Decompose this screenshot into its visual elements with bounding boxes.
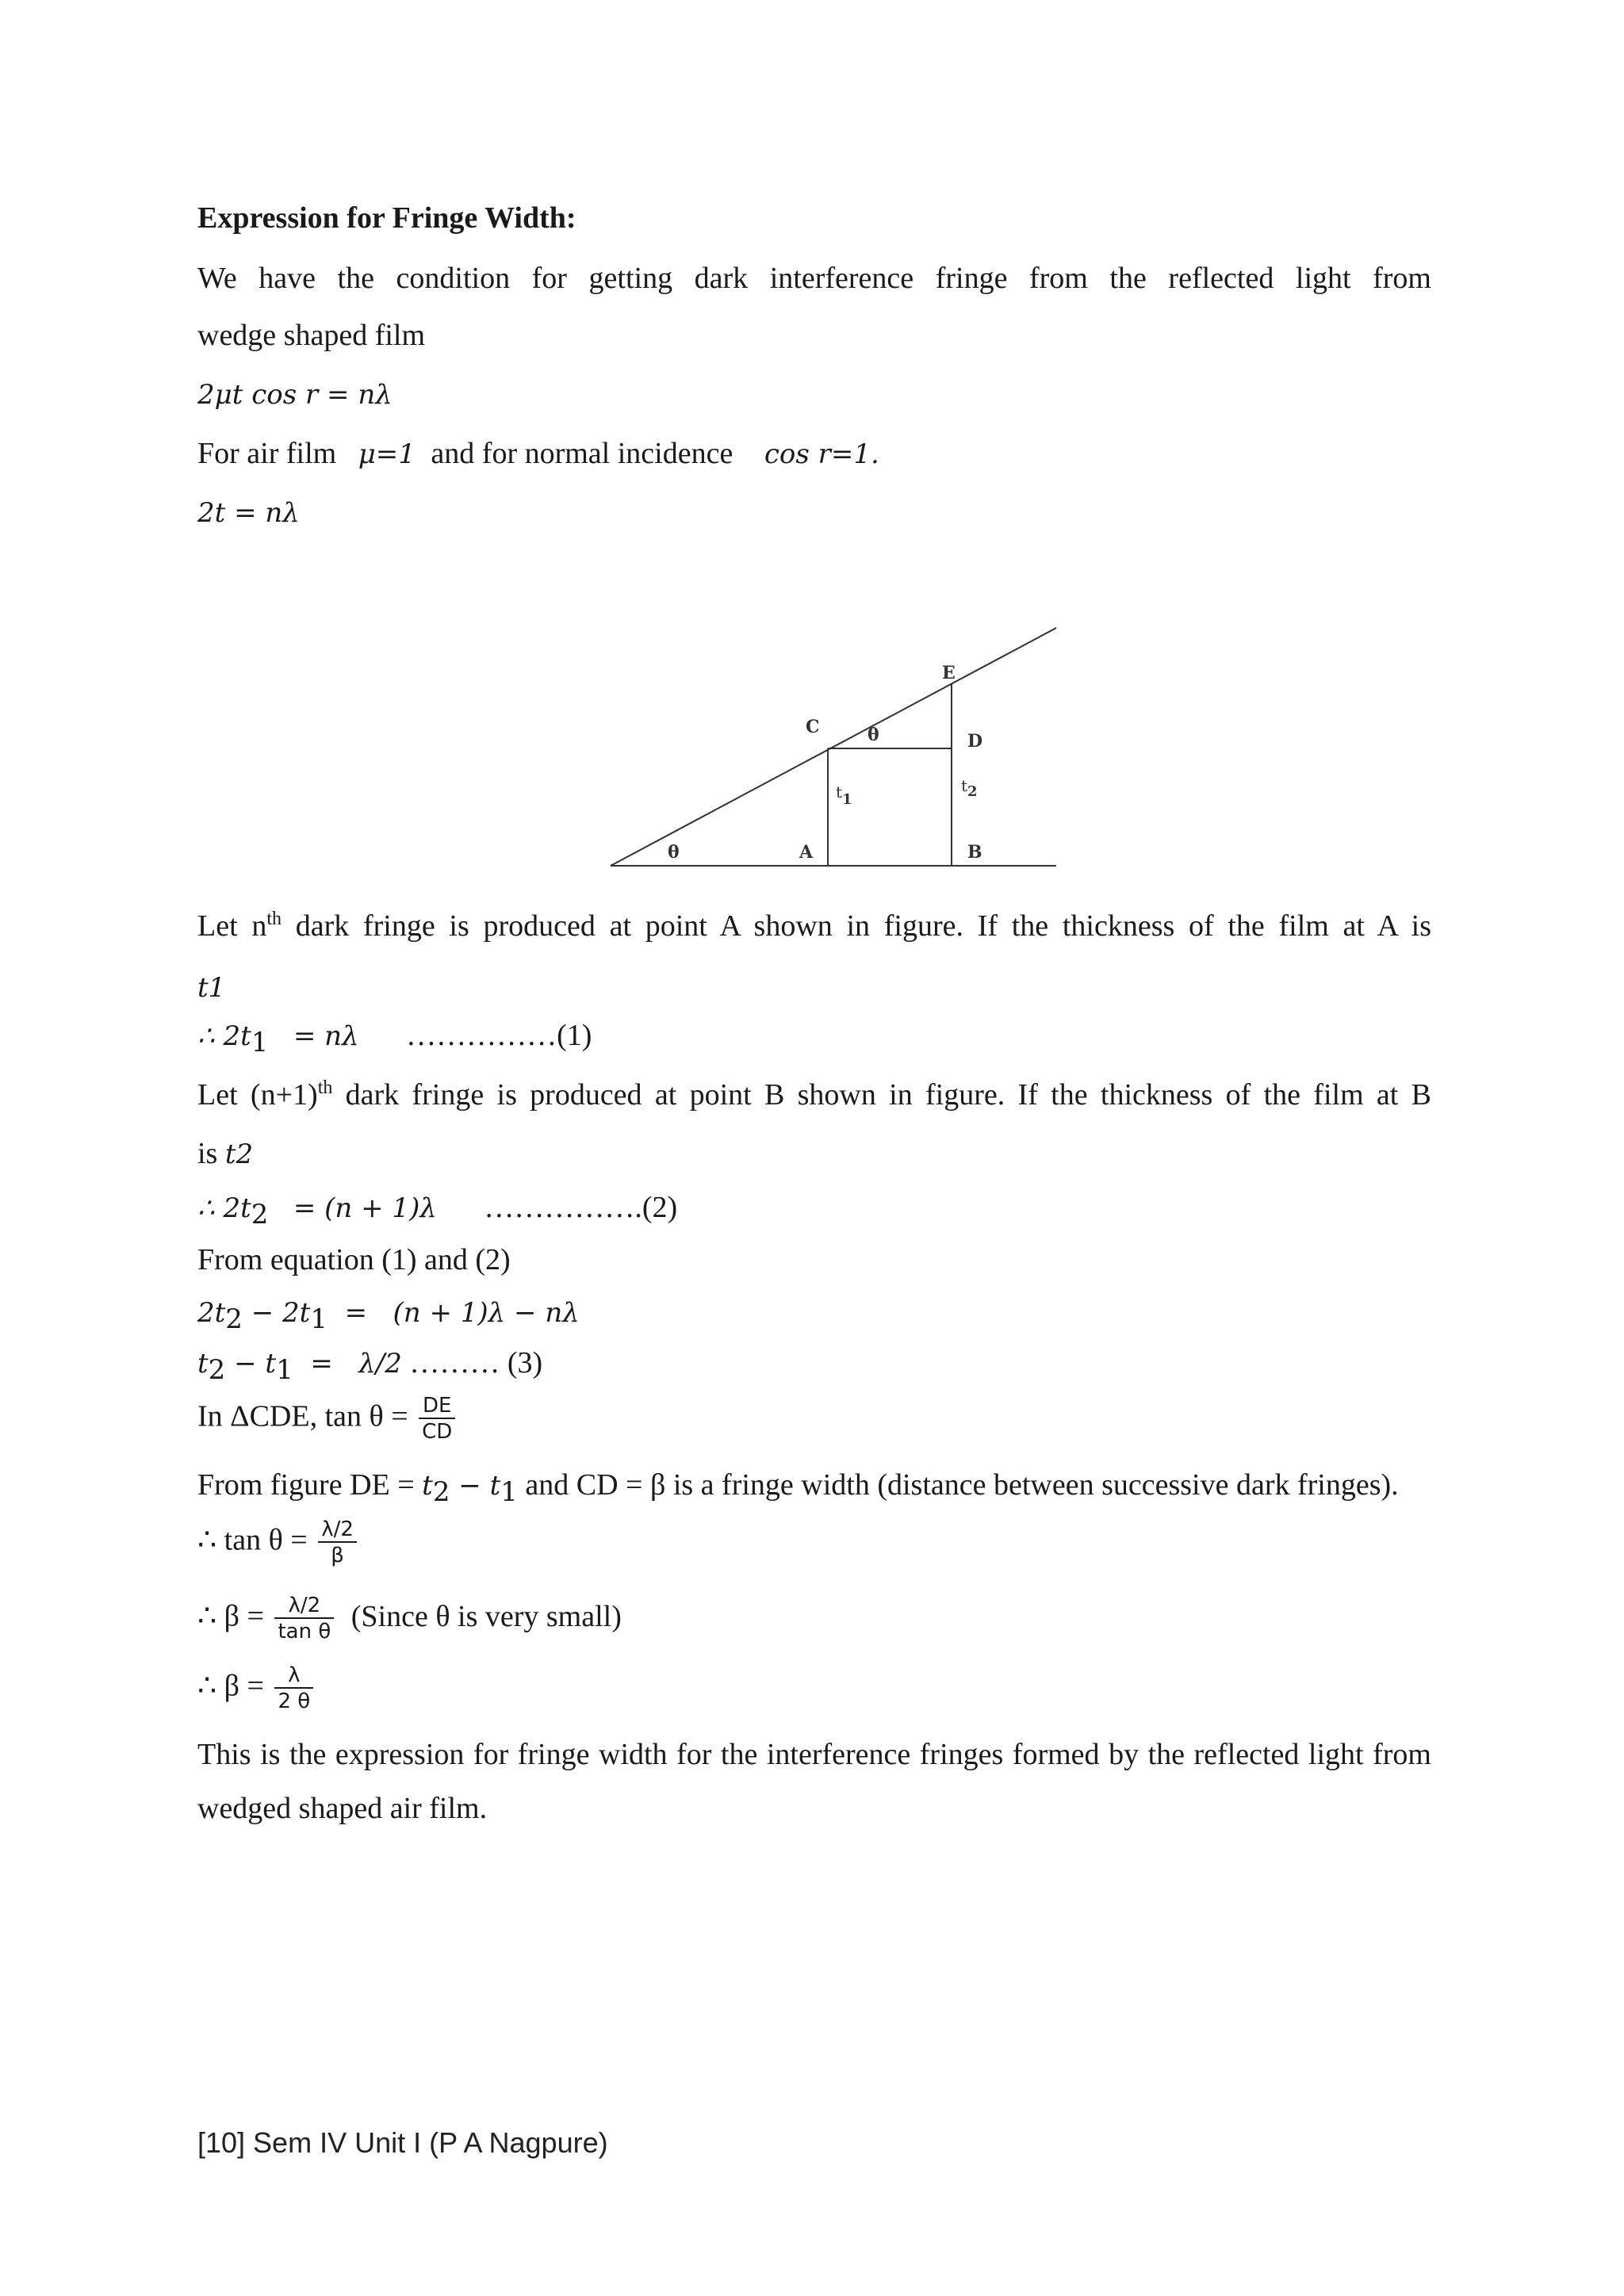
para-A-sup: th <box>266 909 282 929</box>
beta-equation-2 <box>197 1663 316 1714</box>
equation-3 <box>197 1345 543 1386</box>
label-t2: t2 <box>961 776 978 800</box>
from-fig-post: and CD = β is a fringe width (distance between successive dark fringes). <box>517 1468 1399 1502</box>
fraction-lambda-beta <box>318 1517 357 1568</box>
label-t1: t1 <box>836 783 852 808</box>
paragraph-point-A <box>197 908 1431 944</box>
equation-1 <box>197 1017 592 1058</box>
diff-b-sub: 1 <box>310 1303 327 1335</box>
eq3-a-sub: 2 <box>208 1354 226 1386</box>
eq3-b: − t <box>225 1348 277 1380</box>
eq2-sub: 2 <box>251 1199 269 1230</box>
fraction-lambda-tan <box>274 1594 334 1644</box>
eq3-rhs: = λ/2 <box>293 1348 402 1380</box>
fraction-denominator: CD <box>422 1420 453 1444</box>
wedge-upper-line <box>611 628 1056 866</box>
fraction-lambda-2theta <box>274 1663 313 1714</box>
eq1-sub: 1 <box>251 1027 269 1058</box>
beta-equation-1 <box>197 1594 622 1644</box>
from-fig-minus: − <box>450 1470 490 1502</box>
eq2-number: …………….(2) <box>484 1191 678 1224</box>
eq1-lhs: ∴ 2t <box>197 1020 251 1052</box>
paragraph-point-B <box>197 1077 1431 1113</box>
is-t2-pre: is <box>197 1137 225 1170</box>
fraction-denominator: 2 θ <box>278 1689 311 1713</box>
label-B: B <box>967 842 982 863</box>
is-t2-line <box>197 1135 253 1173</box>
intro-line-2: wedge shaped film <box>197 319 426 352</box>
tan-beta-line <box>197 1517 360 1568</box>
eq2-lhs: ∴ 2t <box>197 1192 251 1224</box>
equation-text: 2μt cos r = nλ <box>197 379 393 411</box>
from-figure-line <box>197 1467 1399 1508</box>
fraction-denominator: tan θ <box>278 1620 331 1644</box>
conclusion-line-1: This is the expression for fringe width for the interference fringes formed by the reflected light from <box>197 1738 1431 1771</box>
intro-line-1: We have the condition for getting dark interference fringe from the reflected light from <box>197 262 1431 295</box>
t2-variable: t2 <box>224 1138 254 1170</box>
tan-cde-text: In ΔCDE, tan θ = <box>197 1399 408 1433</box>
air-film-text-a: For air film <box>197 437 337 470</box>
from-fig-pre: From figure DE = <box>197 1468 423 1502</box>
eq3-number: ……… (3) <box>401 1346 543 1380</box>
conclusion-line-2: wedged shaped air film. <box>197 1792 488 1825</box>
tan-cde-line <box>197 1394 458 1445</box>
eq3-a: t <box>197 1348 209 1380</box>
beta1-note: (Since θ is very small) <box>350 1599 622 1633</box>
label-theta-bottom: θ <box>668 842 680 863</box>
eq2-rhs: = (n + 1)λ <box>293 1192 437 1224</box>
tan-beta-pre: ∴ tan θ = <box>197 1523 308 1557</box>
fraction-numerator: DE <box>419 1394 455 1419</box>
fraction-denominator: β <box>331 1544 344 1567</box>
diff-a: 2t <box>197 1297 226 1329</box>
page-footer: [10] Sem IV Unit I (P A Nagpure) <box>197 2126 608 2159</box>
label-A: A <box>799 842 814 863</box>
equation-text: 2t = nλ <box>197 497 300 529</box>
equation-dark-condition <box>197 376 393 413</box>
from-fig-t2: t <box>422 1470 433 1502</box>
fraction-numerator: λ/2 <box>318 1517 357 1543</box>
from-equation-line: From equation (1) and (2) <box>197 1243 511 1276</box>
eq1-number: ……………(1) <box>406 1019 592 1052</box>
label-D: D <box>967 731 983 752</box>
equation-air-film <box>197 494 300 531</box>
para-A-post: dark fringe is produced at point A shown in figure. If the thickness of the film at A is <box>282 909 1432 943</box>
label-theta-top: θ <box>868 725 879 745</box>
fraction-numerator: λ/2 <box>274 1594 334 1619</box>
fraction-de-cd <box>419 1394 455 1445</box>
t1-variable: t1 <box>197 972 226 1004</box>
diff-b: − 2t <box>242 1297 311 1329</box>
label-C: C <box>806 717 820 737</box>
air-film-mu: μ=1 <box>358 438 416 470</box>
diff-a-sub: 2 <box>225 1303 243 1335</box>
from-fig-t1-sub: 1 <box>500 1476 518 1508</box>
section-heading: Expression for Fringe Width: <box>197 201 576 235</box>
eq3-b-sub: 1 <box>276 1354 293 1386</box>
wedge-diagram <box>603 618 1063 872</box>
beta2-pre: ∴ β = <box>197 1669 264 1703</box>
eq1-rhs: = nλ <box>293 1020 359 1052</box>
t1-line <box>197 969 225 1006</box>
equation-difference <box>197 1294 580 1335</box>
beta1-pre: ∴ β = <box>197 1599 264 1633</box>
air-film-cos: cos r=1. <box>764 438 879 470</box>
fraction-numerator: λ <box>274 1663 313 1689</box>
para-A-pre: Let n <box>197 909 267 943</box>
diff-rhs: = (n + 1)λ − nλ <box>327 1297 580 1329</box>
label-E: E <box>942 663 956 683</box>
para-B-sup: th <box>317 1077 333 1098</box>
from-fig-t2-sub: 2 <box>432 1476 450 1508</box>
from-fig-t1: t <box>489 1470 501 1502</box>
air-film-text-b: and for normal incidence <box>431 437 733 470</box>
equation-2 <box>197 1189 678 1230</box>
air-film-line <box>197 435 879 473</box>
para-B-post: dark fringe is produced at point B shown in figure. If the thickness of the film at B <box>332 1078 1431 1112</box>
para-B-pre: Let (n+1) <box>197 1078 318 1112</box>
